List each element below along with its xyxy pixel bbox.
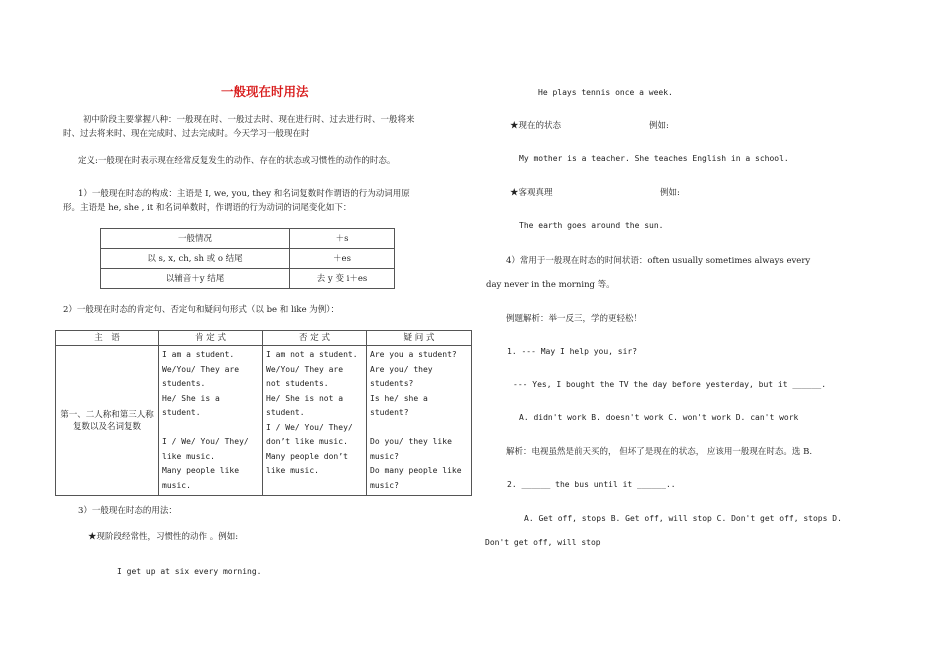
negative-line: He/ She is not a <box>266 393 344 403</box>
table-row <box>101 229 395 249</box>
definition-text: 定义:一般现在时表示现在经常反复发生的动作、存在的状态或习惯性的动作的时态。 <box>78 156 396 166</box>
q2-options-line-2: Don't get off, will stop <box>485 538 601 547</box>
affirmative-line: students. <box>162 379 206 388</box>
verb-ending-rule-table <box>100 228 395 289</box>
header-subject: 主 语 <box>56 331 159 346</box>
q2-options-line-1: A. Get off, stops B. Get off, will stop C. Don't get off, stops D. <box>524 514 842 523</box>
usage2-eg: 例如: <box>649 121 669 131</box>
section1-line-2: 形。主语是 he, she , it 和名词单数时，作谓语的行为动词的词尾变化如下： <box>63 203 352 213</box>
negative-line: don’t like music. <box>266 437 348 446</box>
line-gap <box>370 421 468 436</box>
section1-line-1: 1）一般现在时态的构成：主语是 I, we, you, they 和名词复数时作谓语的行为动词用原 <box>78 189 410 199</box>
affirmative-line: I / We/ You/ They/ <box>162 437 249 446</box>
usage3-eg: 例如: <box>660 188 680 198</box>
negative-cell <box>263 346 367 496</box>
section4-line-2: day never in the morning 等。 <box>486 280 615 290</box>
intro-line-1: 初中阶段主要掌握八种：一般现在时、一般过去时、现在进行时、过去进行时、一般将来 <box>83 115 415 125</box>
negative-line: like music. <box>266 466 319 475</box>
rule-change-cell: ＋s <box>290 229 395 249</box>
usage1-example: I get up at six every morning. <box>117 567 262 576</box>
subject-cell: 第一、二人称和第三人称复数以及名词复数 <box>56 346 159 496</box>
interrogative-line: Do you/ they like <box>370 437 452 446</box>
affirmative-line: Many people like <box>162 466 240 475</box>
usage2-label: ★现在的状态 <box>510 121 562 131</box>
rule-change-cell: 去 y 变 i＋es <box>290 269 395 289</box>
intro-line-2: 时、过去将来时、现在完成时、过去完成时。今天学习一般现在时 <box>63 129 310 139</box>
interrogative-line: Are you/ they <box>370 364 433 374</box>
affirmative-line: student. <box>162 408 201 417</box>
rule-case-cell: 以 s, x, ch, sh 或 o 结尾 <box>101 249 290 269</box>
negative-line: Many people don’t <box>266 451 348 461</box>
interrogative-line: music? <box>370 480 399 490</box>
table-row <box>101 269 395 289</box>
affirmative-cell <box>159 346 263 496</box>
header-interrogative: 疑 问 式 <box>367 331 472 346</box>
q1-options: A. didn't work B. doesn't work C. won't work D. can't work <box>519 413 799 422</box>
affirmative-line: like music. <box>162 451 215 461</box>
rule-case-cell: 以辅音＋y 结尾 <box>101 269 290 289</box>
q1-line-1: 1. --- May I help you, sir? <box>507 347 638 356</box>
usage2-example: My mother is a teacher. She teaches English in a school. <box>519 154 789 163</box>
interrogative-line: Are you a student? <box>370 350 457 359</box>
rule-case-cell: 一般情况 <box>101 229 290 249</box>
q1-line-2: --- Yes, I bought the TV the day before yesterday, but it ______. <box>513 380 827 389</box>
negative-line: student. <box>266 408 305 417</box>
interrogative-cell <box>367 346 472 496</box>
page-title: 一般现在时用法 <box>221 84 309 99</box>
section2-heading: 2）一般现在时态的肯定句、否定句和疑问句形式（以 be 和 like 为例）： <box>63 305 340 315</box>
header-negative: 否 定 式 <box>263 331 367 346</box>
usage3-example: The earth goes around the sun. <box>519 221 664 230</box>
q2-line-1: 2. ______ the bus until it ______.. <box>507 480 676 489</box>
right-example-1: He plays tennis once a week. <box>538 88 673 97</box>
usage1-label: ★现阶段经常性，习惯性的动作 。例如: <box>88 532 239 542</box>
line-gap <box>162 421 259 436</box>
sentence-forms-table <box>55 330 472 496</box>
interrogative-line: students? <box>370 379 414 388</box>
table-row <box>56 346 472 496</box>
table-row <box>101 249 395 269</box>
rule-change-cell: ＋es <box>290 249 395 269</box>
negative-line: I am not a student. <box>266 350 358 359</box>
usage3-label: ★客观真理 <box>510 188 553 198</box>
affirmative-line: We/You/ They are <box>162 364 240 374</box>
header-affirmative: 肯 定 式 <box>159 331 263 346</box>
interrogative-line: music? <box>370 451 399 461</box>
interrogative-line: Is he/ she a <box>370 393 428 403</box>
section4-line-1: 4）常用于一般现在时态的时间状语：often usually sometimes always every <box>506 256 811 266</box>
affirmative-line: music. <box>162 480 191 490</box>
table-header-row <box>56 331 472 346</box>
section3-heading: 3）一般现在时态的用法： <box>78 506 177 516</box>
affirmative-line: He/ She is a <box>162 393 220 403</box>
affirmative-line: I am a student. <box>162 350 235 359</box>
examples-heading: 例题解析：举一反三，学的更轻松！ <box>506 314 643 324</box>
interrogative-line: student? <box>370 408 409 417</box>
negative-line: We/You/ They are <box>266 364 344 374</box>
negative-line: not students. <box>266 379 329 388</box>
interrogative-line: Do many people like <box>370 466 462 475</box>
q1-analysis: 解析：电视虽然是前天买的， 但坏了是现在的状态， 应该用一般现在时态。选 B. <box>506 447 813 457</box>
negative-line: I / We/ You/ They/ <box>266 422 353 432</box>
